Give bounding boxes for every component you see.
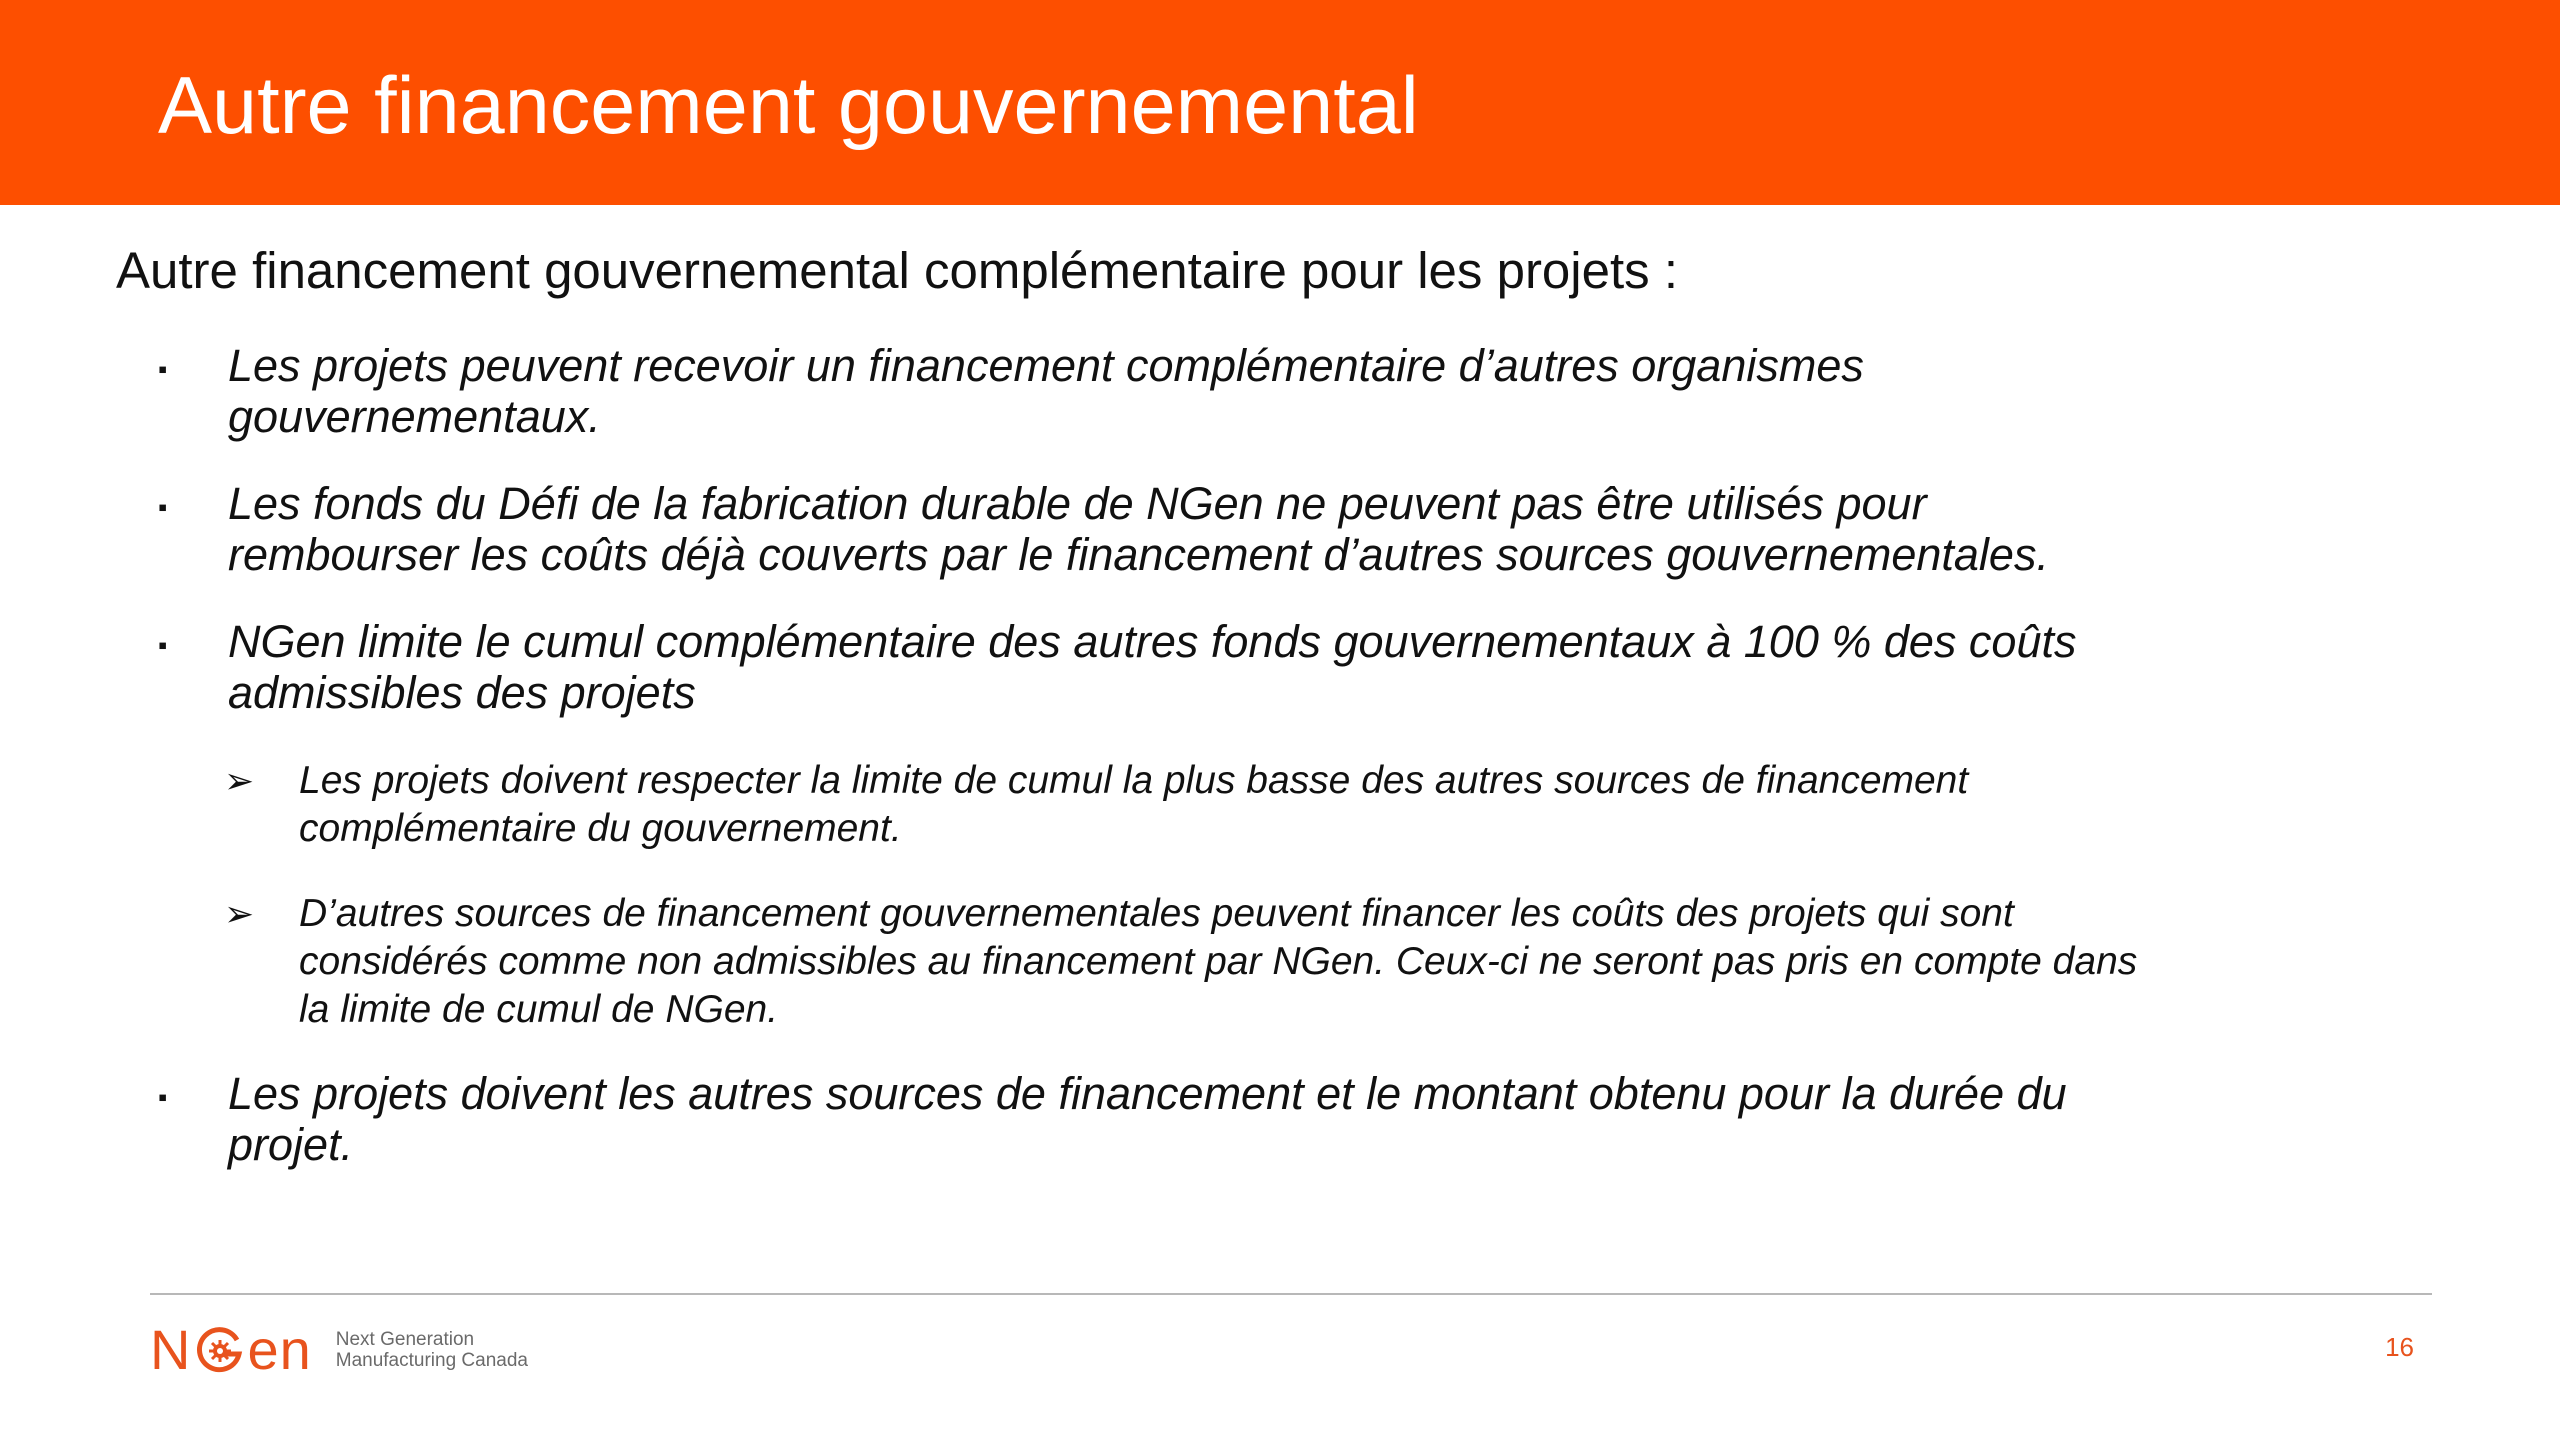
bullet-text xyxy=(228,340,1864,442)
gear-g-icon xyxy=(193,1324,245,1376)
bullet-line: admissibles des projets xyxy=(228,667,696,718)
bullet-item xyxy=(158,340,2298,442)
ngen-logo xyxy=(150,1320,528,1380)
bullet-line: NGen limite le cumul complémentaire des autres fonds gouvernementaux à 100 % des coûts xyxy=(228,616,2077,667)
arrow-bullet-icon: ➢ xyxy=(224,760,255,801)
square-bullet-icon: ▪ xyxy=(158,354,168,384)
logo-letters-en: en xyxy=(247,1318,312,1381)
sub-bullet-line: la limite de cumul de NGen. xyxy=(299,988,779,1031)
intro-text: Autre financement gouvernemental complémentaire pour les projets : xyxy=(116,242,1678,299)
bullet-line: Les projets peuvent recevoir un financement complémentaire d’autres organismes xyxy=(228,340,1864,391)
bullet-item xyxy=(158,616,2298,718)
bullet-item xyxy=(158,478,2298,580)
bullet-text xyxy=(228,616,2076,718)
slide-title: Autre financement gouvernemental xyxy=(158,61,1419,151)
sub-bullet-item xyxy=(224,757,2374,853)
logo-tagline-line: Manufacturing Canada xyxy=(335,1350,528,1371)
bullet-line: gouvernementaux. xyxy=(228,391,601,442)
logo-wordmark xyxy=(150,1318,312,1381)
sub-bullet-line: considérés comme non admissibles au financement par NGen. Ceux-ci ne seront pas pris en compte dans xyxy=(299,940,2138,983)
square-bullet-icon: ▪ xyxy=(158,1082,168,1112)
footer-divider xyxy=(150,1293,2432,1295)
logo-tagline-line: Next Generation xyxy=(335,1329,475,1350)
bullet-line: projet. xyxy=(228,1119,354,1170)
sub-bullet-text xyxy=(299,757,1968,853)
bullet-line: Les fonds du Défi de la fabrication durable de NGen ne peuvent pas être utilisés pour xyxy=(228,478,1927,529)
sub-bullet-line: Les projets doivent respecter la limite de cumul la plus basse des autres sources de financement xyxy=(299,759,1969,802)
page-number: 16 xyxy=(2385,1332,2414,1362)
bullet-text xyxy=(228,478,2049,580)
bullet-line: Les projets doivent les autres sources de financement et le montant obtenu pour la durée du xyxy=(228,1068,2067,1119)
sub-bullet-text xyxy=(299,890,2137,1034)
sub-bullet-line: complémentaire du gouvernement. xyxy=(299,807,902,850)
bullet-item xyxy=(158,1068,2298,1170)
sub-bullet-item xyxy=(224,890,2374,1034)
square-bullet-icon: ▪ xyxy=(158,492,168,522)
bullet-text xyxy=(228,1068,2067,1170)
square-bullet-icon: ▪ xyxy=(158,630,168,660)
logo-letter-n: N xyxy=(150,1318,192,1381)
bullet-line: rembourser les coûts déjà couverts par le financement d’autres sources gouvernementales. xyxy=(228,529,2049,580)
logo-tagline xyxy=(336,1329,528,1371)
sub-bullet-line: D’autres sources de financement gouvernementales peuvent financer les coûts des projets qui sont xyxy=(299,892,2014,935)
arrow-bullet-icon: ➢ xyxy=(224,893,255,934)
